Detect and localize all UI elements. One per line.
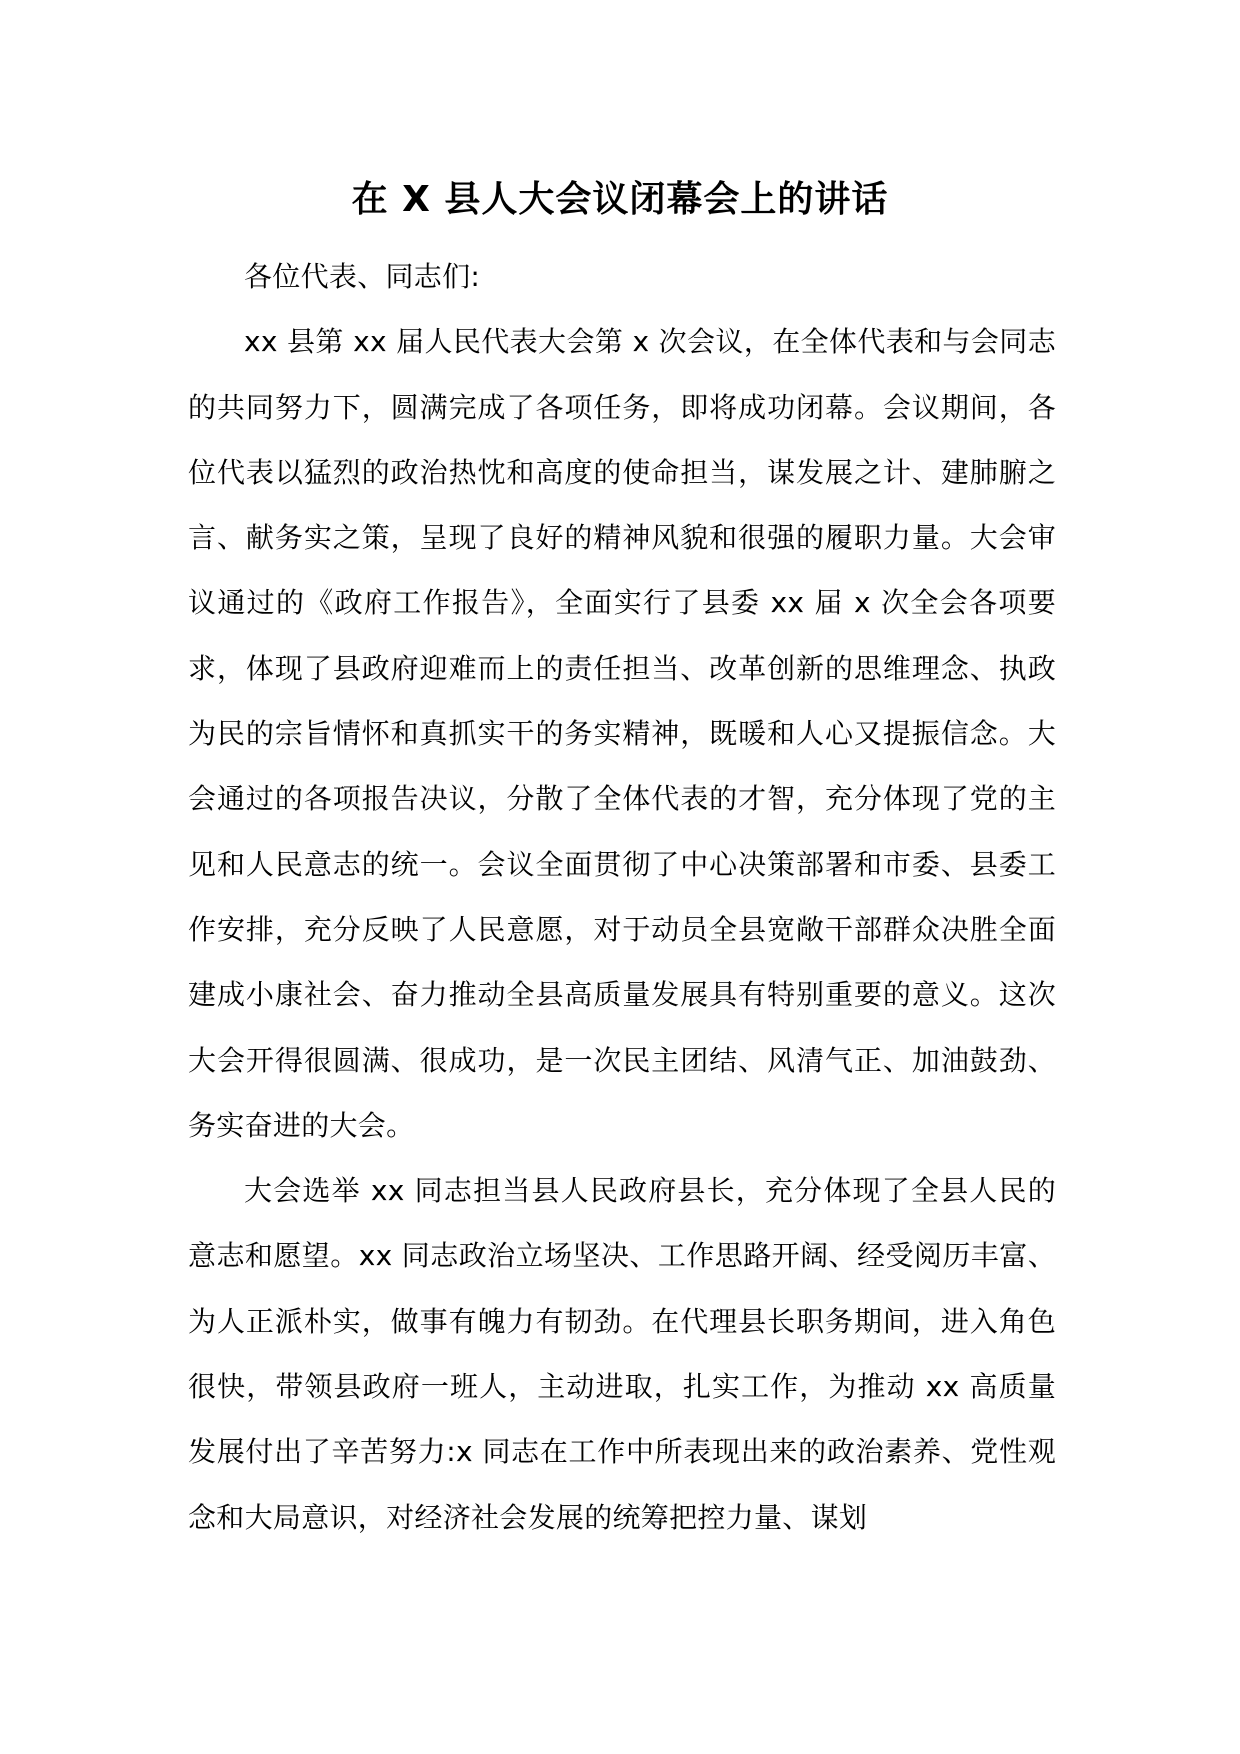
- salutation: 各位代表、同志们:: [244, 260, 481, 293]
- document-title: 在 X 县人大会议闭幕会上的讲话: [351, 179, 889, 220]
- document-body: [188, 244, 1056, 1550]
- paragraph-1: xx 县第 xx 届人民代表大会第 x 次会议，在全体代表和与会同志的共同努力下，圆满完成了各项任务，即将成功闭幕。会议期间，各位代表以猛烈的政治热忱和高度的使命担当，谋发展之计、建肺腑之言、献务实之策，呈现了良好的精神风貌和很强的履职力量。大会审议通过的《政府工作报告》，全面实行了县委 xx 届 x 次全会各项要求，体现了县政府迎难而上的责任担当、改革创新的思维理念、执政为民的宗旨情怀和真抓实干的务实精神，既暖和人心又提振信念。大会通过的各项报告决议，分散了全体代表的才智，充分体现了党的主见和人民意志的统一。会议全面贯彻了中心决策部署和市委、县委工作安排，充分反映了人民意愿，对于动员全县宽敞干部群众决胜全面建成小康社会、奋力推动全县高质量发展具有特别重要的意义。这次大会开得很圆满、很成功，是一次民主团结、风清气正、加油鼓劲、务实奋进的大会。: [188, 325, 1056, 1142]
- paragraph-2: 大会选举 xx 同志担当县人民政府县长，充分体现了全县人民的意志和愿望。xx 同志政治立场坚决、工作思路开阔、经受阅历丰富、为人正派朴实，做事有魄力有韧劲。在代理县长职务期间，进入角色很快，带领县政府一班人，主动进取，扎实工作，为推动 xx 高质量发展付出了辛苦努力:x 同志在工作中所表现出来的政治素养、党性观念和大局意识，对经济社会发展的统筹把控力量、谋划: [188, 1174, 1056, 1534]
